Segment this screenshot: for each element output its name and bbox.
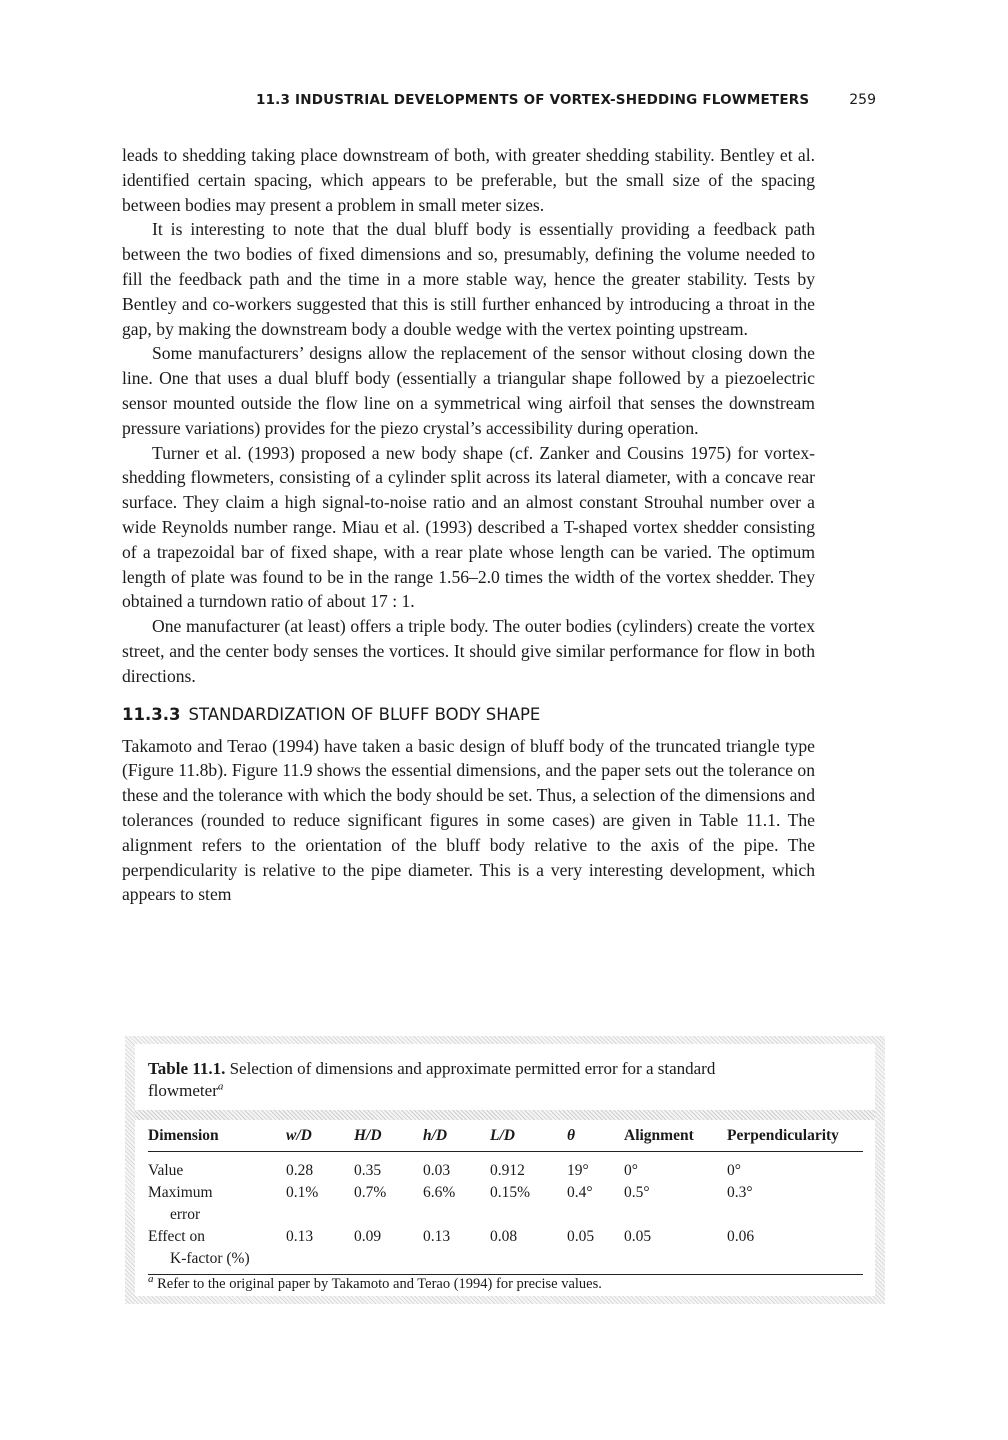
table-cell: 0.05 [624,1226,727,1275]
table-cell: 0.7% [354,1184,387,1201]
paragraph: leads to shedding taking place downstream of both, with greater shedding stability. Bentley et al. identified certain spacing, which appears to be preferable, but the small size of the spacing between bodies may present a problem in small meter sizes. [122,145,815,215]
row-label-continuation: error [170,1206,201,1223]
row-label [148,1152,286,1183]
table-cell: 0.05 [567,1226,624,1275]
paragraph: Turner et al. (1993) proposed a new body shape (cf. Zanker and Cousins 1975) for vortex-shedding flowmeters, consisting of a cylinder split across its lateral diameter, with a concave rear surface. They claim a high signal-to-noise ratio and an almost constant Strouhal number over a wide Reynolds number range. Miau et al. (1993) described a T-shaped vortex shedder consisting of a trapezoidal bar of fixed shape, with a rear plate whose length can be varied. The optimum length of plate was found to be in the range 1.56–2.0 times the width of the vortex shedder. They obtained a turndown ratio of about 17 : 1. [122,442,815,612]
row-label-text: Effect on [148,1228,205,1245]
paragraph: Some manufacturers’ designs allow the replacement of the sensor without closing down the line. One that uses a dual bluff body (essentially a triangular shape followed by a piezoelectric sensor mounted outside the flow line on a symmetrical wing airfoil that senses the downstream pressure variations) provides for the piezo crystal’s accessibility during operation. [122,343,815,438]
running-head-title: 11.3 INDUSTRIAL DEVELOPMENTS OF VORTEX-SHEDDING FLOWMETERS [256,92,810,108]
table-cell: 0° [624,1162,638,1179]
table-cell: 0.35 [354,1162,382,1179]
table-cell: 0.4° [567,1184,593,1201]
section-title: STANDARDIZATION OF BLUFF BODY SHAPE [188,704,541,724]
header-h-d-lower: h/D [423,1120,490,1152]
body-text [122,143,815,907]
header-h-d-upper: H/D [354,1120,423,1152]
header-l-d: L/D [490,1120,567,1152]
table-rule-band [135,1110,875,1120]
table-cell: 0.13 [286,1226,354,1275]
table-header-row [148,1120,863,1152]
section-number: 11.3.3 [122,704,181,724]
table-row [148,1152,863,1183]
table-cell: 0.1% [286,1184,319,1201]
table-cell: 0.15% [490,1184,531,1201]
caption-footnote-mark: a [217,1080,224,1093]
table-cell: 0.09 [354,1226,423,1275]
header-perpendicularity: Perpendicularity [727,1120,863,1152]
header-w-d: w/D [286,1120,354,1152]
row-label [148,1226,286,1275]
dimensions-table [148,1120,863,1275]
table-cell: 19° [567,1162,589,1179]
table-panel [135,1044,875,1296]
table-cell: 0.912 [490,1162,525,1179]
header-alignment: Alignment [624,1120,727,1152]
section-heading [122,704,815,726]
table-cell: 0.06 [727,1226,863,1275]
footnote-mark: a [148,1273,154,1286]
table-caption [148,1058,788,1102]
table-frame [125,1036,885,1304]
table-cell: 0.28 [286,1162,314,1179]
table-caption-text: Selection of dimensions and approximate permitted error for a standard flowmeter [148,1059,716,1100]
table-row [148,1182,863,1226]
footnote-text: Refer to the original paper by Takamoto and Terao (1994) for precise values. [157,1276,602,1292]
table-row [148,1226,863,1275]
table-cell: 0.08 [490,1226,567,1275]
paragraph: It is interesting to note that the dual bluff body is essentially providing a feedback path between the two bodies of fixed dimensions and so, presumably, defining the volume needed to fill the feedback path and the time in a more stable way, hence the greater stability. Tests by Bentley and co-workers suggested that this is still further enhanced by introducing a throat in the gap, by making the downstream body a double wedge with the vertex pointing upstream. [122,219,815,339]
table-cell: 0.03 [423,1162,451,1179]
page-number: 259 [849,92,876,108]
row-label-text: Maximum [148,1184,213,1201]
table-cell: 0.5° [624,1184,650,1201]
header-dimension: Dimension [148,1120,286,1152]
header-theta: θ [567,1120,624,1152]
table-cell: 6.6% [423,1184,456,1201]
row-label-continuation: K-factor (%) [170,1250,250,1267]
table-cell: 0.13 [423,1226,490,1275]
paragraph: One manufacturer (at least) offers a triple body. The outer bodies (cylinders) create the vortex street, and the center body senses the vortices. It should give similar performance for flow in both directions. [122,616,815,686]
row-label [148,1182,286,1226]
paragraph: Takamoto and Terao (1994) have taken a basic design of bluff body of the truncated triangle type (Figure 11.8b). Figure 11.9 shows the essential dimensions, and the paper sets out the tolerance on these and the tolerance with which the body should be set. Thus, a selection of the dimensions and tolerances (rounded to reduce significant figures in some cases) are given in Table 11.1. The alignment refers to the orientation of the bluff body relative to the axis of the pipe. The perpendicularity is relative to the pipe diameter. This is a very interesting development, which appears to stem [122,735,815,905]
row-label-text: Value [148,1162,184,1179]
table-footnote [148,1275,602,1293]
table-label: Table 11.1. [148,1059,226,1078]
running-head [122,92,876,114]
table-cell: 0.3° [727,1184,753,1201]
table-cell: 0° [727,1162,741,1179]
